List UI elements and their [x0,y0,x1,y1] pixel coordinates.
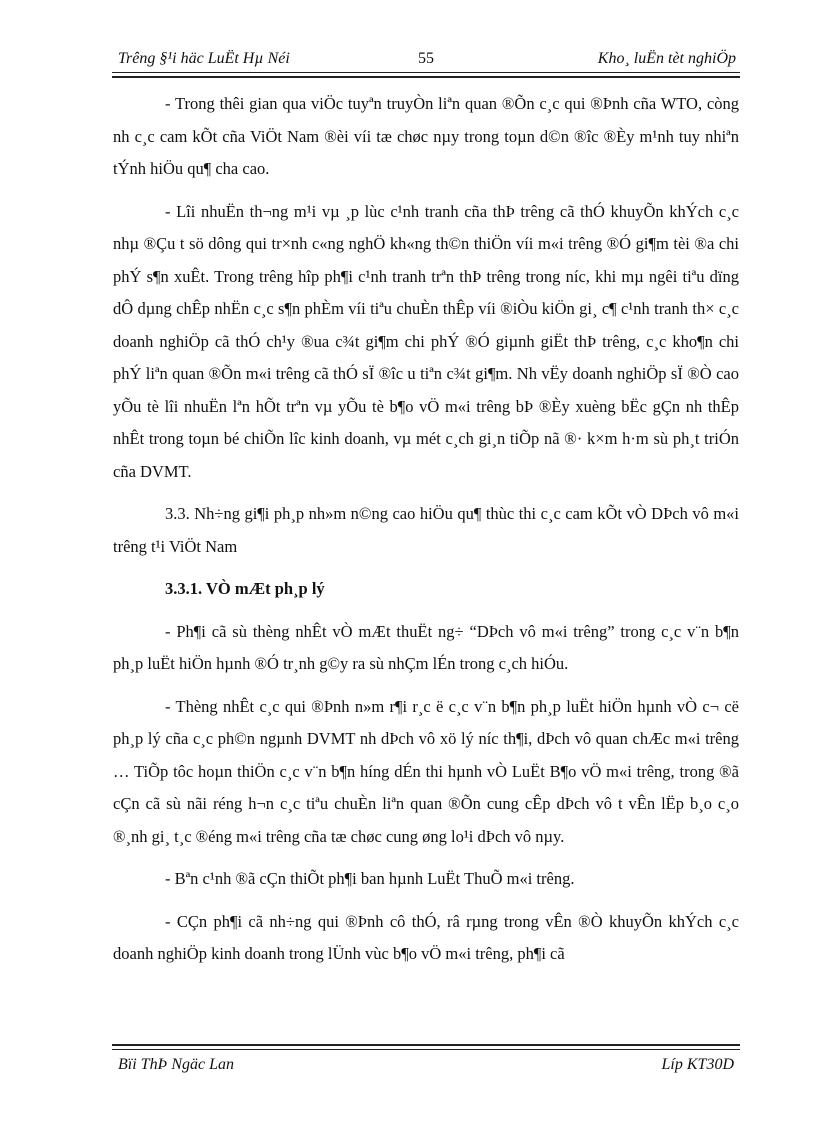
page-header [112,48,740,70]
header-university: Trêng §¹i häc LuËt Hµ Néi [118,50,290,67]
footer-class: Líp KT30D [661,1056,734,1073]
paragraph: - Thèng nhÊt c¸c qui ®Þnh n»m r¶i r¸c ë c¸c v¨n b¶n ph¸p luËt hiÖn hµnh vÒ c¬ cë ph¸p lý cña c¸c ph©n ngµnh DVMT nh dÞch vô xö lý níc th¶i, dÞch vô quan chÆc m«i trêng … TiÕp tôc hoµn thiÖn c¸c v¨n b¶n híng dÉn thi hµnh vÒ LuËt B¶o vÖ m«i trêng, trong ®ã cÇn cã sù nãi réng h¬n c¸c tiªu chuÈn liªn quan ®Õn cung cÊp dÞch vô t vÊn lËp b¸o c¸o ®¸nh gi¸ t¸c ®éng m«i trêng cña tæ chøc cung øng lo¹i dÞch vô nµy. [113,696,739,846]
paragraph: - Ph¶i cã sù thèng nhÊt vÒ mÆt thuËt ng÷ “DÞch vô m«i trêng” trong c¸c v¨n b¶n ph¸p luËt hiÖn hµnh ®Ó tr¸nh g©y ra sù nhÇm lÉn trong c¸ch hiÓu. [113,621,739,673]
header-rule [112,72,740,78]
footer-author: Bïi ThÞ Ngäc Lan [118,1056,235,1073]
page-footer [112,1054,740,1076]
section-title: 3.3. Nh÷ng gi¶i ph¸p nh»m n©ng cao hiÖu qu¶ thùc thi c¸c cam kÕt vÒ DÞch vô m«i trêng t¹i ViÖt Nam [113,504,739,556]
page-body [113,88,739,981]
paragraph: - Trong thêi gian qua viÖc tuyªn truyÒn liªn quan ®Õn c¸c qui ®Þnh cña WTO, còng nh c¸c cam kÕt cña ViÖt Nam ®èi víi tæ chøc nµy trong toµn d©n ®îc ®Èy m¹nh tuy nhiªn tÝnh hiÖu qu¶ cha cao. [113,94,739,178]
paragraph: - Bªn c¹nh ®ã cÇn thiÕt ph¶i ban hµnh LuËt ThuÕ m«i trêng. [165,869,575,888]
header-page-number: 55 [418,50,434,67]
footer-rule [112,1044,740,1050]
paragraph: - CÇn ph¶i cã nh÷ng qui ®Þnh cô thÓ, râ rµng trong vÊn ®Ò khuyÕn khÝch c¸c doanh nghiÖp kinh doanh trong lÜnh vùc b¶o vÖ m«i trêng, ph¶i cã [113,911,739,963]
header-thesis-title: Kho¸ luËn tèt nghiÖp [597,50,736,67]
subsection-heading: 3.3.1. VÒ mÆt ph¸p lý [165,579,325,598]
paragraph: - Lîi nhuËn th¬ng m¹i vµ ¸p lùc c¹nh tranh cña thÞ trêng cã thÓ khuyÕn khÝch c¸c nhµ ®Çu t sö dông qui tr×nh c«ng nghÖ kh«ng th©n thiÖn víi m«i trêng ®Ó gi¶m tèi ®a chi phÝ s¶n xuÊt. Trong trêng hîp ph¶i c¹nh tranh trªn thÞ trêng trong níc, khi mµ ngêi tiªu dïng dÔ dµng chÊp nhËn c¸c s¶n phÈm víi tiªu chuÈn thÊp víi ®iÒu kiÖn gi¸ c¶ c¹nh tranh th× c¸c doanh nghiÖp cã thÓ ch¹y ®ua c¾t gi¶m chi phÝ ®Ó giµnh giËt thÞ trêng, c¸c kho¶n chi phÝ liªn quan ®Õn m«i trêng cã thÓ sÏ ®îc u tiªn c¾t gi¶m. Nh vËy doanh nghiÖp sÏ ®Ò cao yÕu tè lîi nhuËn lªn hÕt trªn vµ yÕu tè b¶o vÖ m«i trêng bÞ ®Èy xuèng bËc gÇn nh thÊp nhÊt trong toµn bé chiÕn lîc kinh doanh, vµ mét c¸ch gi¸n tiÕp nã ®· k×m h·m sù ph¸t triÓn cña DVMT. [113,201,739,481]
